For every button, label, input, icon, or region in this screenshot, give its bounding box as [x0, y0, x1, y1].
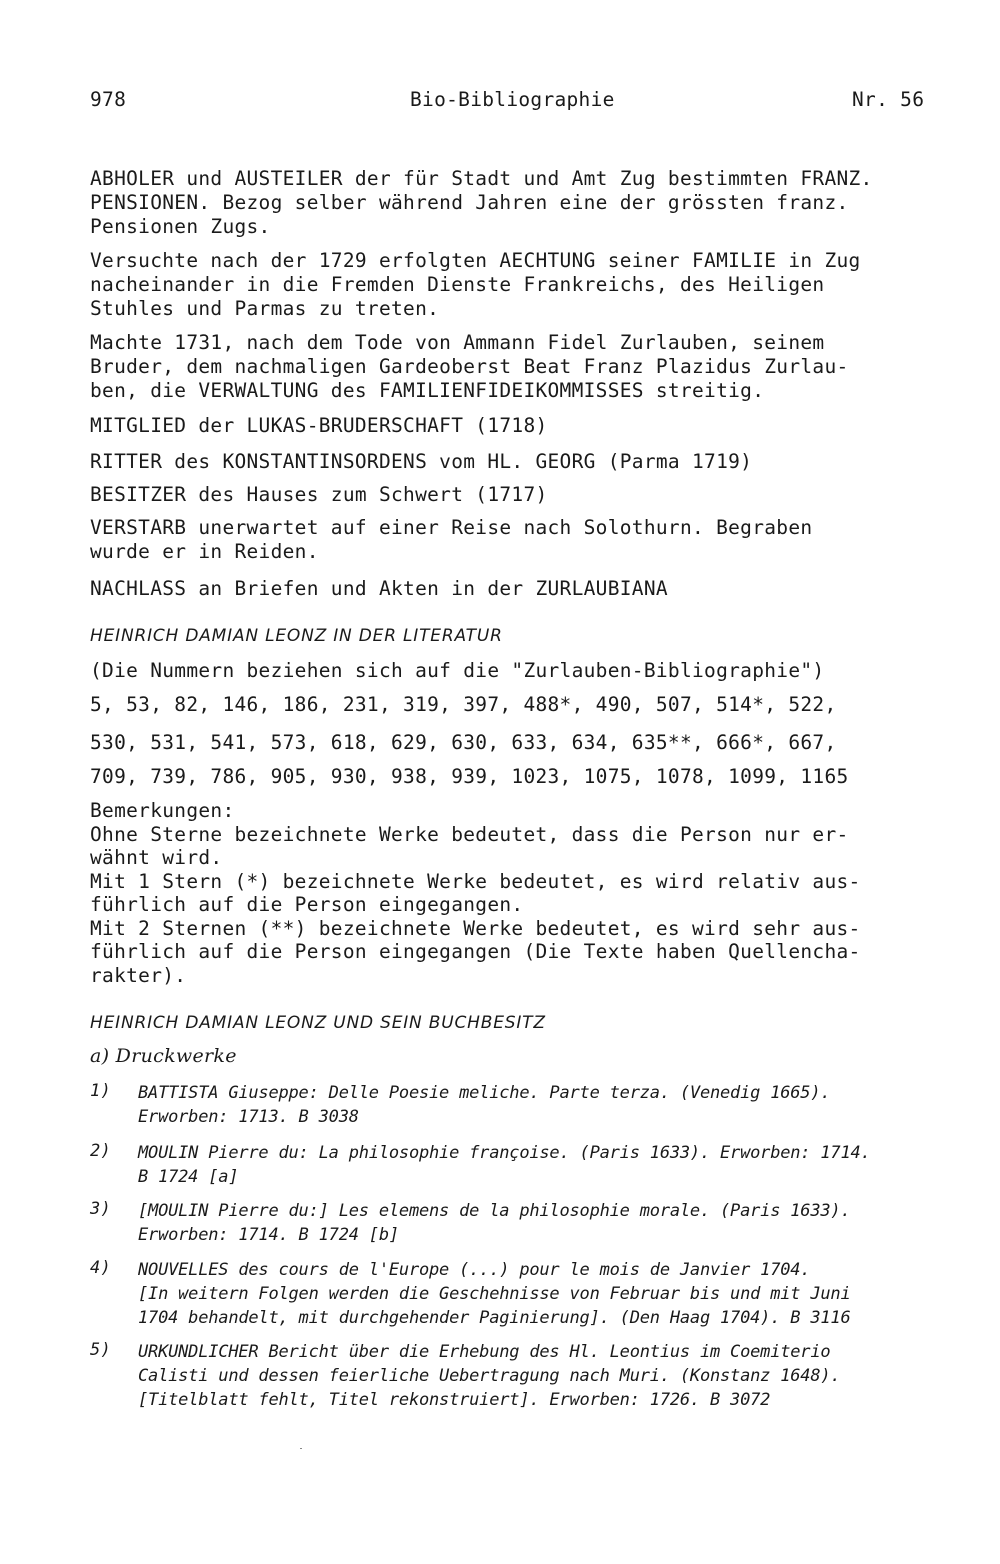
paragraph-pensions: ABHOLER und AUSTEILER der für Stadt und Amt Zug bestimmten FRANZ. PENSIONEN. Bezog selber während Jahren eine der grössten franz. Pensionen Zugs. — [90, 167, 873, 238]
subheading-druckwerke: a) Druckwerke — [90, 1045, 237, 1067]
paragraph-besitzer: BESITZER des Hauses zum Schwert (1717) — [90, 483, 548, 506]
paragraph-verwaltung: Machte 1731, nach dem Tode von Ammann Fidel Zurlauben, seinem Bruder, dem nachmaligen Gardeoberst Beat Franz Plazidus Zurlau- ben, die VERWALTUNG des FAMILIENFIDEIKOMMISSES streitig. — [90, 331, 849, 402]
entry-index: 3) — [90, 1199, 112, 1219]
paragraph-mitglied: MITGLIED der LUKAS-BRUDERSCHAFT (1718) — [90, 414, 548, 437]
entry-index: 4) — [90, 1258, 112, 1278]
remarks-block: Bemerkungen: Ohne Sterne bezeichnete Werke bedeutet, dass die Person nur er- wähnt wird. Mit 1 Stern (*) bezeichnete Werke bedeutet, es wird relativ aus- führlich auf die Person eingegangen. Mit 2 Sternen (**) bezeichnete Werke bedeutet, es wird sehr aus- führlich auf die Person eingegangen (Die Texte haben Quellencha- rakter). — [90, 799, 861, 987]
running-title: Bio-Bibliographie — [410, 88, 615, 111]
entry-index: 2) — [90, 1141, 112, 1161]
literature-intro: (Die Nummern beziehen sich auf die "Zurlauben-Bibliographie") — [90, 659, 825, 682]
literature-numbers-line-2: 530, 531, 541, 573, 618, 629, 630, 633, 634, 635**, 666*, 667, — [90, 731, 837, 754]
entry-index: 1) — [90, 1081, 112, 1101]
entry-index: 5) — [90, 1340, 112, 1360]
section-heading-buchbesitz: HEINRICH DAMIAN LEONZ UND SEIN BUCHBESITZ — [90, 1013, 546, 1033]
paragraph-nachlass: NACHLASS an Briefen und Akten in der ZURLAUBIANA — [90, 577, 668, 600]
scan-speck — [300, 1448, 302, 1449]
paragraph-verstarb: VERSTARB unerwartet auf einer Reise nach Solothurn. Begraben wurde er in Reiden. — [90, 516, 813, 563]
literature-numbers-line-1: 5, 53, 82, 146, 186, 231, 319, 397, 488*, 490, 507, 514*, 522, — [90, 693, 837, 716]
paragraph-aechtung: Versuchte nach der 1729 erfolgten AECHTUNG seiner FAMILIE in Zug nacheinander in die Fremden Dienste Frankreichs, des Heiligen Stuhles und Parmas zu treten. — [90, 249, 861, 320]
literature-numbers-line-3: 709, 739, 786, 905, 930, 938, 939, 1023, 1075, 1078, 1099, 1165 — [90, 765, 849, 788]
section-heading-literatur: HEINRICH DAMIAN LEONZ IN DER LITERATUR — [90, 626, 503, 646]
page-number: 978 — [90, 88, 127, 111]
document-page: 978 Bio-Bibliographie Nr. 56 ABHOLER und AUSTEILER der für Stadt und Amt Zug bestimmten FRANZ. PENSIONEN. Bezog selber während Jahren eine der grössten franz. Pensionen Zugs. Versuchte nach der 1729 erfolgten AECHTUNG seiner FAMILIE in Zug nacheinander in die Fremden Dienste Frankreichs, des Heiligen Stuhles und Parmas zu treten. Machte 1731, nach dem Tode von Ammann Fidel Zurlauben, seinem Bruder, dem nachmaligen Gardeoberst Beat Franz Plazidus Zurlau- ben, die VERWALTUNG des FAMILIENFIDEIKOMMISSES streitig. MITGLIED der LUKAS-BRUDERSCHAFT (1718) RITTER des KONSTANTINSORDENS vom HL. GEORG (Parma 1719) BESITZER des Hauses zum Schwert (1717) VERSTARB unerwartet auf einer Reise nach Solothurn. Begraben wurde er in Reiden. NACHLASS an Briefen und Akten in der ZURLAUBIANA HEINRICH DAMIAN LEONZ IN DER LITERATUR (Die Nummern beziehen sich auf die "Zurlauben-Bibliographie") 5, 53, 82, 146, 186, 231, 319, 397, 488*, 490, 507, 514*, 522, 530, 531, 541, 573, 618, 629, 630, 633, 634, 635**, 666*, 667, 709, 739, 786, 905, 930, 938, 939, 1023, 1075, 1078, 1099, 1165 Bemerkungen: Ohne Sterne bezeichnete Werke bedeutet, dass die Person nur er- wähnt wird. Mit 1 Stern (*) bezeichnete Werke bedeutet, es wird relativ aus- führlich auf die Person eingegangen. Mit 2 Sternen (**) bezeichnete Werke bedeutet, es wird sehr aus- führlich auf die Person eingegangen (Die Texte haben Quellencha- rakter). HEINRICH DAMIAN LEONZ UND SEIN BUCHBESITZ a) Druckwerke 1) BATTISTA Giuseppe: Delle Poesie meliche. Parte terza. (Venedig 1665). Erworben: 1713. B 3038 2) MOULIN Pierre du: La philosophie françoise. (Paris 1633). Erworben: 1714. B 1724 [a] 3) [MOULIN Pierre du:] Les elemens de la philosophie morale. (Paris 1633). Erworben: 1714. B 1724 [b] 4) NOUVELLES des cours de l'Europe (...) pour le mois de Janvier 1704. [In weitern Folgen werden die Geschehnisse von Februar bis und mit Juni 1704 behandelt, mit durchgehender Paginierung]. (Den Haag 1704). B 3116 5) URKUNDLICHER Bericht über die Erhebung des Hl. Leontius im Coemiterio Calisti und dessen feierliche Uebertragung nach Muri. (Konstanz 1648). [Titelblatt fehlt, Titel rekonstruiert]. Erworben: 1726. B 3072 — [0, 0, 1000, 1564]
paragraph-ritter: RITTER des KONSTANTINSORDENS vom HL. GEORG (Parma 1719) — [90, 450, 753, 473]
entry-number: Nr. 56 — [852, 88, 925, 111]
